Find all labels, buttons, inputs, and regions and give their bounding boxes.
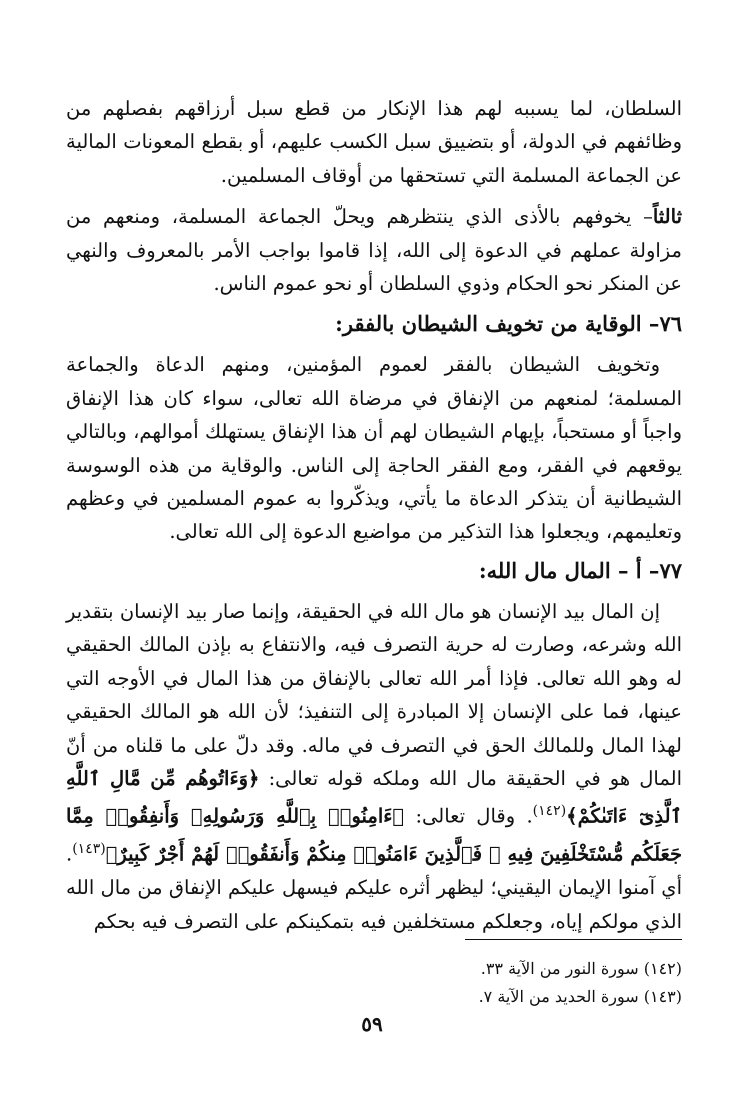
- quran-verse-1: ﴿وَءَاتُوهُم مِّن مَّالِ ٱللَّهِ ٱلَّذِىٓ ءَاتَىٰكُمْ﴾: [66, 766, 682, 828]
- item-text-third: – يخوفهم بالأذى الذي ينتظرهم ويحلّ الجماعة المسلمة، ومنعهم من مزاولة عملهم في الدعوة إلى الله، إذا قاموا بواجب الأمر بالمعروف والنهي عن المنكر نحو الحكام وذوي السلطان أو نحو عموم الناس.: [66, 205, 682, 296]
- paragraph-77-text-b: . وقال تعالى:: [415, 804, 533, 828]
- paragraph-77: [66, 595, 682, 938]
- footnote-143: (١٤٣) سورة الحديد من الآية ٧.: [478, 987, 682, 1006]
- paragraph-77-text-a: إن المال بيد الإنسان هو مال الله في الحقيقة، وإنما صار بيد الإنسان بتقدير الله وشرعه، وصارت له حرية التصرف فيه، والانتفاع به بإذن المالك الحقيقي له وهو الله تعالى. فإذا أمر الله تعالى بالإنفاق من هذا المال في الأوجه التي عينها، فما على الإنسان إلا المبادرة إلى التنفيذ؛ لأن الله هو المالك الحقيقي لهذا المال وللمالك الحق في التصرف في ماله. وقد دلّ على ما قلناه من أنّ المال هو في الحقيقة مال الله وملكه قوله تعالى:: [66, 599, 682, 790]
- footnote-142: (١٤٢) سورة النور من الآية ٣٣.: [480, 959, 682, 978]
- footnote-divider: [465, 939, 682, 940]
- footnote-ref-143: (١٤٣): [72, 841, 106, 858]
- item-lead-third: ثالثاً: [652, 205, 682, 229]
- page-number: ٥٩: [361, 1012, 383, 1036]
- paragraph-76: وتخويف الشيطان بالفقر لعموم المؤمنين، ومنهم الدعاة والجماعة المسلمة؛ لمنعهم من الإنفاق في مرضاة الله تعالى، سواء كان هذا الإنفاق واجباً أو مستحباً، بإيهام الشيطان لهم أن هذا الإنفاق يستهلك أموالهم، وبالتالي يوقعهم في الفقر، ومع الفقر الحاجة إلى الناس. والوقاية من هذه الوسوسة الشيطانية أن يتذكر الدعاة ما يأتي، ويذكّروا به عموم المسلمين في وعظهم وتعليمهم، ويجعلوا هذا التذكير من مواضيع الدعوة إلى الله تعالى.: [66, 353, 682, 544]
- footnotes: [66, 955, 682, 1011]
- list-item-third: [66, 200, 682, 300]
- page-body: [66, 92, 682, 938]
- paragraph-sultan: السلطان، لما يسببه لهم هذا الإنكار من قطع سبل أرزاقهم بفصلهم من وظائفهم في الدولة، أو بتضييق سبل الكسب عليهم، أو بقطع المعونات المالية عن الجماعة المسلمة التي تستحقها من أوقاف المسلمين.: [66, 97, 682, 187]
- section-heading-77: ٧٧– أ – المال مال الله:: [478, 557, 682, 583]
- footnote-ref-142: (١٤٢): [532, 803, 567, 820]
- quran-verse-2: ﴿ءَامِنُوا۟ بِٱللَّهِ وَرَسُولِهِۦ وَأَنفِقُوا۟ مِمَّا جَعَلَكُم مُّسْتَخْلَفِينَ فِيهِ ۖ فَٱلَّذِينَ ءَامَنُوا۟ مِنكُمْ وَأَنفَقُوا۟ لَهُمْ أَجْرٌ كَبِيرٌ﴾: [66, 804, 682, 866]
- section-heading-76: ٧٦– الوقاية من تخويف الشيطان بالفقر:: [335, 311, 682, 337]
- paragraph-77-text-c: . أي آمنوا الإيمان اليقيني؛ ليظهر أثره عليكم فيسهل عليكم الإنفاق من مال الله الذي مولكم إياه، وجعلكم مستخلفين فيه بتمكينكم على التصرف فيه بحكم: [66, 842, 682, 933]
